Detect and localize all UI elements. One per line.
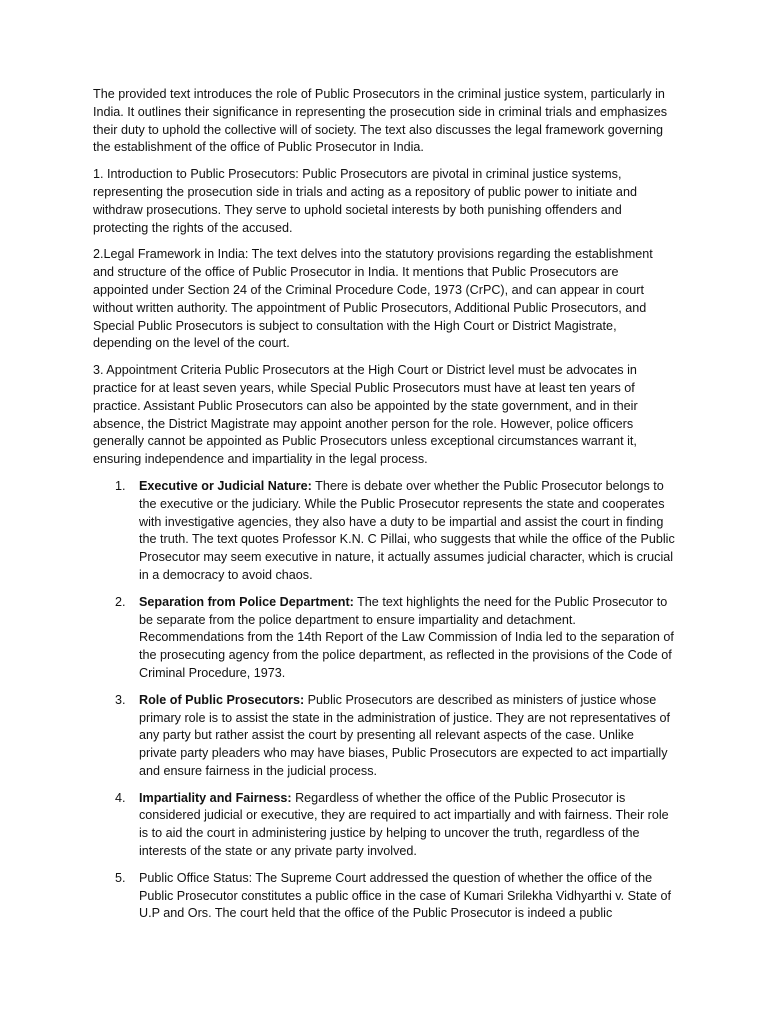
list-item-text: Regardless of whether the office of the Public Prosecutor is considered judicial or executive, they are required to act impartially and with fairness. Their role is to aid the court in administering justice by helping to uncover the truth, regardless of the interests of the state or any private party involved.	[139, 790, 669, 859]
numbered-list	[93, 478, 675, 923]
list-number: 4.	[115, 790, 126, 805]
intro-paragraph: The provided text introduces the role of Public Prosecutors in the criminal justice system, particularly in India. It outlines their significance in representing the prosecution side in criminal trials and emphasizes their duty to uphold the collective will of society. The text also discusses the legal framework governing the establishment of the office of Public Prosecutor in India.	[93, 87, 668, 155]
list-item-text: The text highlights the need for the Public Prosecutor to be separate from the police department to ensure impartiality and detachment. Recommendations from the 14th Report of the Law Commission of India led to the separation of the prosecuting agency from the police department, as reflected in the provisions of the Code of Criminal Procedure, 1973.	[139, 594, 674, 680]
list-item	[93, 692, 675, 781]
section-2-paragraph: 2.Legal Framework in India: The text delves into the statutory provisions regarding the establishment and structure of the office of Public Prosecutor in India. It mentions that Public Prosecutors are appointed under Section 24 of the Criminal Procedure Code, 1973 (CrPC), and can appear in court without written authority. The appointment of Public Prosecutors, Additional Public Prosecutors, and Special Public Prosecutors is subject to consultation with the High Court or District Magistrate, depending on the level of the court.	[93, 247, 653, 351]
list-item-heading: Role of Public Prosecutors:	[139, 692, 305, 707]
list-number: 3.	[115, 692, 126, 707]
list-number: 5.	[115, 870, 126, 885]
list-item	[93, 790, 675, 861]
list-item-heading: Impartiality and Fairness:	[139, 790, 292, 805]
list-item-text: Public Office Status: The Supreme Court addressed the question of whether the office of the Public Prosecutor constitutes a public office in the case of Kumari Srilekha Vidhyarthi v. State of U.P and Ors. The court held that the office of the Public Prosecutor is indeed a public	[139, 870, 672, 921]
list-item	[93, 870, 675, 923]
list-item	[93, 478, 675, 585]
list-number: 1.	[115, 478, 126, 493]
list-item	[93, 594, 675, 683]
list-item-heading: Separation from Police Department:	[139, 594, 354, 609]
list-item-heading: Executive or Judicial Nature:	[139, 478, 312, 493]
list-item-text: Public Prosecutors are described as ministers of justice whose primary role is to assist the state in the administration of justice. They are not representatives of any party but rather assist the court by presenting all relevant aspects of the case. Unlike private party pleaders who may have biases, Public Prosecutors are expected to act impartially and ensure fairness in the judicial process.	[139, 692, 671, 778]
document-page	[93, 86, 675, 932]
section-3-paragraph: 3. Appointment Criteria Public Prosecutors at the High Court or District level must be advocates in practice for at least seven years, while Special Public Prosecutors must have at least ten years of practice. Assistant Public Prosecutors can also be appointed by the state government, and in their absence, the District Magistrate may appoint another person for the role. However, police officers generally cannot be appointed as Public Prosecutors unless exceptional circumstances warrant it, ensuring independence and impartiality in the legal process.	[93, 363, 638, 467]
list-number: 2.	[115, 594, 126, 609]
section-1-paragraph: 1. Introduction to Public Prosecutors: Public Prosecutors are pivotal in criminal justice systems, representing the prosecution side in trials and acting as a repository of public power to initiate and withdraw prosecutions. They serve to uphold societal interests by both punishing offenders and protecting the rights of the accused.	[93, 167, 637, 235]
list-item-text: There is debate over whether the Public Prosecutor belongs to the executive or the judiciary. While the Public Prosecutor represents the state and cooperates with investigative agencies, they also have a duty to be impartial and assist the court in finding the truth. The text quotes Professor K.N. C Pillai, who suggests that while the office of the Public Prosecutor may seem executive in nature, it actually assumes judicial character, which is crucial in a democracy to avoid chaos.	[139, 478, 675, 582]
